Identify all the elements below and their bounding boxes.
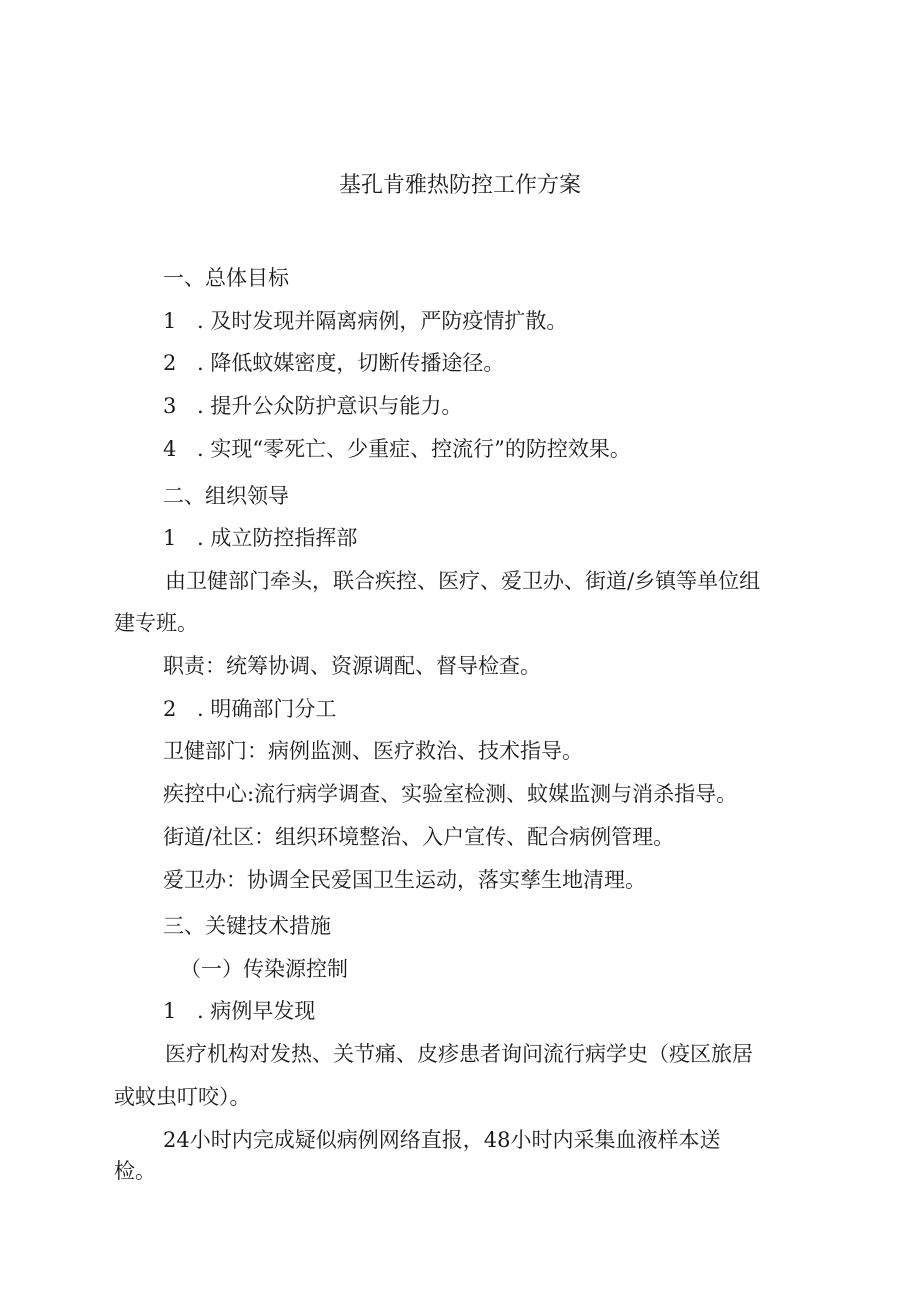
list-item — [163, 435, 631, 463]
list-item-number: 1 — [163, 526, 177, 550]
list-item-text: . 明确部门分工 — [197, 697, 337, 721]
paragraph-line: 建专班。 — [114, 611, 198, 635]
section-heading-overall-goals: 一、总体目标 — [163, 266, 289, 290]
list-item-number: 4 — [163, 437, 177, 461]
role-line: 疾控中心:流行病学调查、实验室检测、蚊媒监测与消杀指导。 — [163, 782, 738, 806]
list-item-text: . 实现“零死亡、少重症、控流行”的防控效果。 — [197, 437, 631, 461]
subsection-heading: （一）传染源控制 — [180, 957, 348, 981]
section-heading-organization: 二、组织领导 — [163, 484, 289, 508]
list-item — [163, 349, 504, 377]
list-item — [163, 392, 462, 420]
list-item — [163, 997, 315, 1025]
list-item-text: . 成立防控指挥部 — [197, 526, 358, 550]
list-item-text: . 及时发现并隔离病例，严防疫情扩散。 — [197, 309, 568, 333]
list-item-number: 2 — [163, 351, 177, 375]
role-line: 卫健部门：病例监测、医疗救治、技术指导。 — [163, 739, 583, 763]
list-item-number: 1 — [163, 309, 177, 333]
list-item-text: . 降低蚊媒密度，切断传播途径。 — [197, 351, 505, 375]
list-item-number: 2 — [163, 697, 177, 721]
section-heading-key-measures: 三、关键技术措施 — [163, 914, 331, 938]
role-line: 爱卫办：协调全民爱国卫生运动，落实孳生地清理。 — [163, 868, 646, 892]
document-title: 基孔肯雅热防控工作方案 — [338, 173, 581, 198]
list-item — [163, 307, 567, 335]
list-item-number: 3 — [163, 394, 177, 418]
paragraph-line: 检。 — [114, 1159, 156, 1183]
list-item-number: 1 — [163, 999, 177, 1023]
paragraph-line: 医疗机构对发热、关节痛、皮疹患者询问流行病学史（疫区旅居 — [165, 1042, 753, 1066]
paragraph-line: 24小时内完成疑似病例网络直报，48小时内采集血液样本送 — [163, 1128, 721, 1152]
list-item — [163, 695, 336, 723]
list-item — [163, 524, 357, 552]
list-item-text: . 提升公众防护意识与能力。 — [197, 394, 463, 418]
paragraph-line: 职责：统筹协调、资源调配、督导检查。 — [163, 654, 541, 678]
role-line: 街道/社区：组织环境整治、入户宣传、配合病例管理。 — [163, 825, 675, 849]
list-item-text: . 病例早发现 — [197, 999, 316, 1023]
paragraph-line: 或蚊虫叮咬）。 — [114, 1085, 251, 1109]
paragraph-line: 由卫健部门牵头，联合疾控、医疗、爱卫办、街道/乡镇等单位组 — [165, 569, 761, 593]
